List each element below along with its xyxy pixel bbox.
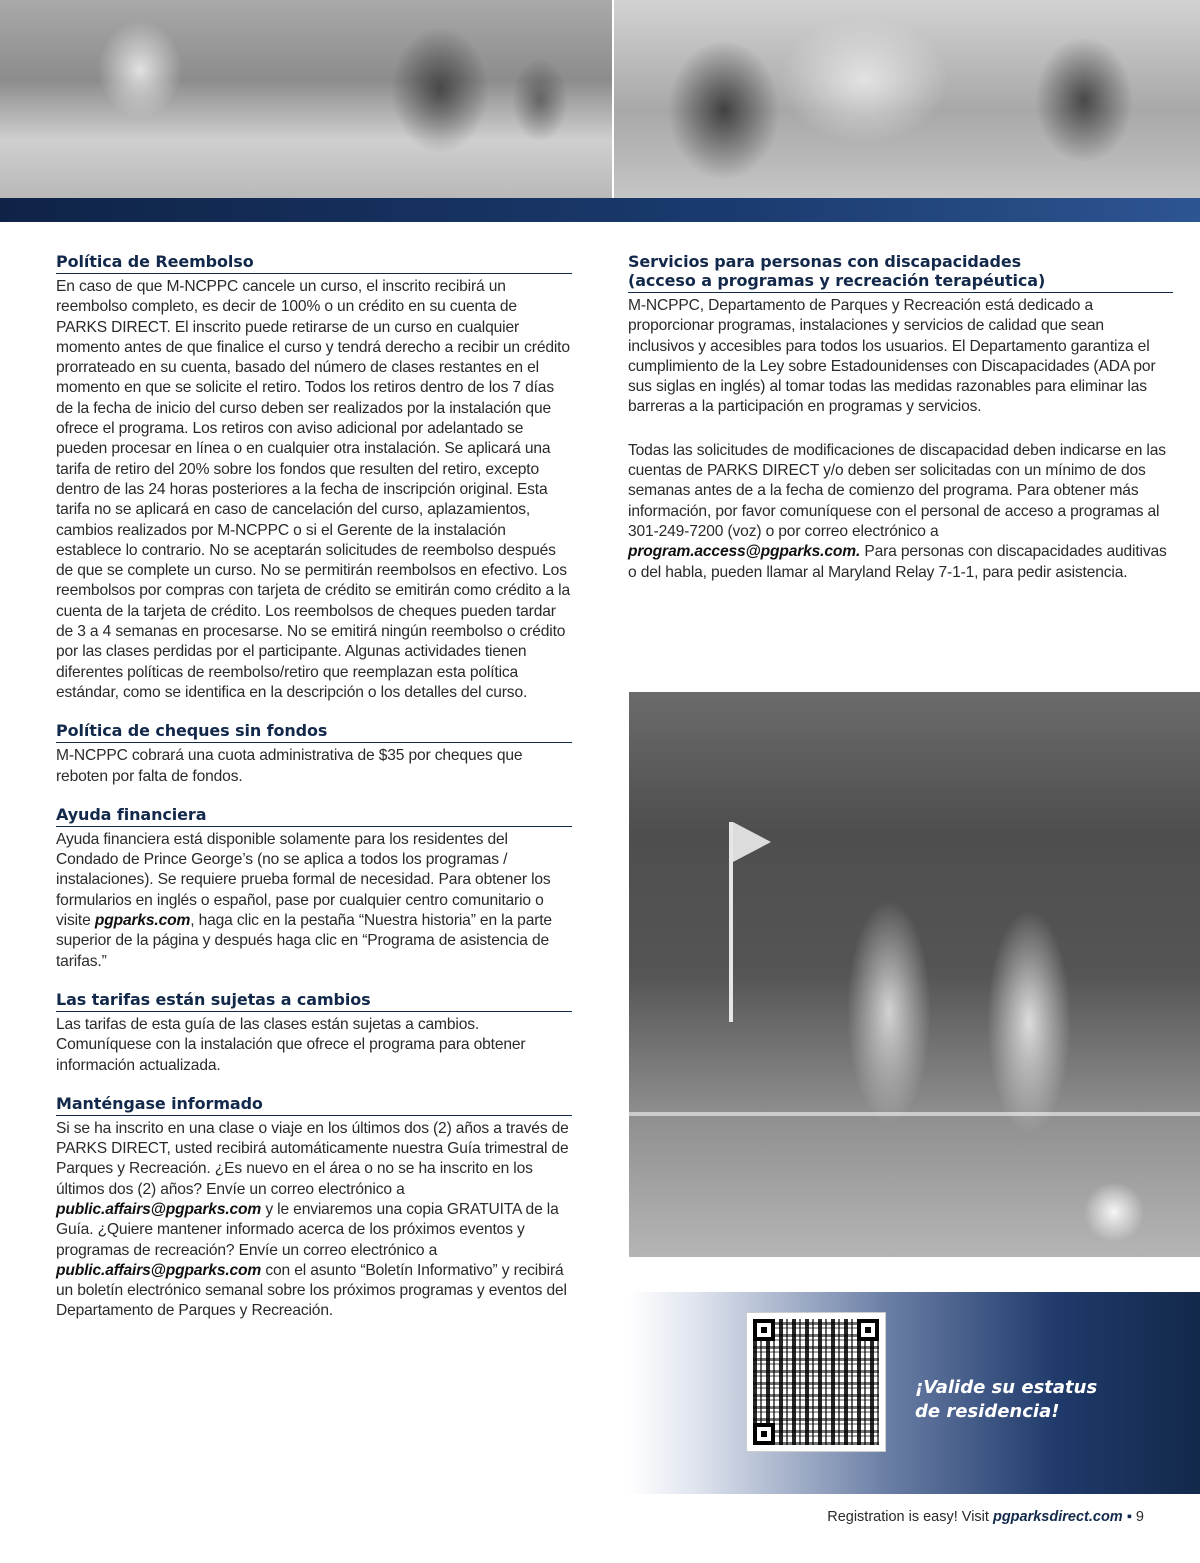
page-footer bbox=[827, 1509, 1144, 1525]
left-column bbox=[56, 252, 572, 1340]
section-title: Política de Reembolso bbox=[56, 252, 572, 274]
section-body bbox=[56, 1119, 572, 1322]
qr-code[interactable] bbox=[746, 1312, 886, 1452]
email-link[interactable]: program.access@pgparks.com. bbox=[628, 543, 861, 561]
section-body: M-NCPPC cobrará una cuota administrativa de $35 por cheques que reboten por falta de fondos. bbox=[56, 747, 523, 785]
residency-line: ¡Valide su estatus bbox=[915, 1377, 1098, 1398]
qr-finder bbox=[753, 1423, 775, 1445]
disabilities-paragraph bbox=[628, 441, 1173, 583]
field-line bbox=[629, 1112, 1200, 1116]
section-title: Política de cheques sin fondos bbox=[56, 721, 572, 743]
section-financial-aid bbox=[56, 805, 572, 972]
section-fees-change bbox=[56, 990, 572, 1076]
residency-text bbox=[915, 1376, 1115, 1424]
footer-text: Registration is easy! Visit bbox=[827, 1509, 993, 1525]
section-title: Las tarifas están sujetas a cambios bbox=[56, 990, 572, 1012]
qr-finder bbox=[753, 1319, 775, 1341]
body-text: , haga clic en la pestaña “Nuestra historia” en la parte superior de la página y después haga clic en “Programa de asistencia de tarifas.” bbox=[56, 912, 552, 970]
header-band bbox=[0, 198, 1200, 222]
pgparks-link[interactable]: pgparks.com bbox=[94, 912, 191, 930]
section-title-disabilities bbox=[628, 252, 1173, 293]
page-number: 9 bbox=[1135, 1509, 1144, 1525]
body-text: con el asunto “Boletín Informativo” y recibirá un boletín electrónico semanal sobre los próximos programas y eventos del Departamento de Parques y Recreación. bbox=[56, 1261, 567, 1320]
qr-finder bbox=[857, 1319, 879, 1341]
body-text: Todas las solicitudes de modificaciones de discapacidad deben indicarse en las cuentas de PARKS DIRECT y/o deben ser solicitadas con un mínimo de dos semanas antes de a la fecha de comienzo del programa. Para obtener más información, por favor comuníquese con el personal de acceso a programas al 301-249-7200 (voz) o por correo electrónico a bbox=[628, 441, 1166, 540]
body-text: y le enviaremos una copia GRATUITA de la Guía. ¿Quiere mantener informado acerca de los próximos eventos y programas de recreación? Envíe un correo electrónico a bbox=[56, 1200, 559, 1259]
qr-pattern bbox=[753, 1319, 879, 1445]
title-line: Servicios para personas con discapacidades bbox=[628, 252, 1022, 271]
section-body bbox=[56, 830, 572, 972]
email-link[interactable]: public.affairs@pgparks.com bbox=[56, 1261, 262, 1279]
body-text: Ayuda financiera está disponible solamente para los residentes del Condado de Prince George’s (no se aplica a todos los programas / instalaciones). Se requiere prueba formal de necesidad. Para obtener los formularios en inglés o español, pase por cualquier centro comunitario o visite bbox=[56, 830, 551, 930]
email-link[interactable]: public.affairs@pgparks.com bbox=[56, 1200, 262, 1218]
footer-separator: ▪ bbox=[1122, 1509, 1136, 1525]
right-column bbox=[628, 252, 1173, 583]
body-text: Para personas con discapacidades auditivas o del habla, pueden llamar al Maryland Relay 7-1-1, para pedir asistencia. bbox=[628, 543, 1167, 581]
footer-url-link[interactable]: pgparksdirect.com bbox=[992, 1509, 1123, 1525]
section-stay-informed bbox=[56, 1094, 572, 1322]
section-title: Manténgase informado bbox=[56, 1094, 572, 1116]
body-text: Si se ha inscrito en una clase o viaje en los últimos dos (2) años a través de PARKS DIRECT, usted recibirá automáticamente nuestra Guía trimestral de Parques y Recreación. ¿Es nuevo en el área o no se ha inscrito en los últimos dos (2) años? Envíe un correo electrónico a bbox=[56, 1119, 569, 1198]
disabilities-paragraph: M-NCPPC, Departamento de Parques y Recreación está dedicado a proporcionar programas, instalaciones y servicios de calidad que sean inclusivos y accesibles para todos los usuarios. El Departamento garantiza el cumplimiento de la Ley sobre Estadounidenses con Discapacidades (ADA por sus siglas en inglés) al tomar todas las medidas razonables para eliminar las barreras a la participación en programas y servicios. bbox=[628, 297, 1156, 416]
photo-gym-kids bbox=[0, 0, 612, 200]
section-bounced-checks bbox=[56, 721, 572, 787]
residency-line: de residencia! bbox=[915, 1401, 1060, 1422]
spacer bbox=[628, 418, 1173, 438]
section-body: Las tarifas de esta guía de las clases están sujetas a cambios. Comuníquese con la instalación que ofrece el programa para obtener información actualizada. bbox=[56, 1015, 526, 1074]
corner-flag bbox=[729, 822, 733, 1022]
section-title: Ayuda financiera bbox=[56, 805, 572, 827]
section-body: En caso de que M-NCPPC cancele un curso, el inscrito recibirá un reembolso completo, es decir de 100% o un crédito en su cuenta de PARKS DIRECT. El inscrito puede retirarse de un curso en cualquier momento antes de que finalice el curso y tendrá derecho a recibir un crédito prorrateado en su cuenta, basado del número de clases restantes en el momento en que se solicite el retiro. Todos los retiros dentro de los 7 días de la fecha de inicio del curso deben ser realizados por la instalación que ofrece el programa. Los retiros con aviso adicional por adelantado se pueden procesar en línea o en cualquier otra instalación. Se aplicará una tarifa de retiro del 20% sobre los fondos que resulten del retiro, excepto dentro de las 24 horas posteriores a la fecha de inscripción original. Esta tarifa no se aplicará en caso de cancelación del curso, aplazamientos, cambios realizados por M-NCPPC o si el Gerente de la instalación establece lo contrario. No se aceptarán solicitudes de reembolso después de que se complete un curso. No se permitirán reembolsos en efectivo. Los reembolsos por compras con tarjeta de crédito se emitirán como crédito a la cuenta de la tarjeta de crédito. Los reembolsos de cheques pueden tardar de 3 a 4 semanas en procesarse. No se emitirá ningún reembolso o crédito por las clases perdidas por el participante. Algunas actividades tienen diferentes políticas de reembolso/retiro que reemplazan esta política estándar, como se identifica en la descripción o los detalles del curso. bbox=[56, 278, 570, 701]
residency-callout bbox=[628, 1292, 1200, 1494]
section-refund-policy bbox=[56, 252, 572, 703]
photo-soccer-players bbox=[629, 692, 1200, 1257]
title-line: (acceso a programas y recreación terapéutica) bbox=[628, 271, 1046, 290]
photo-dance-class bbox=[614, 0, 1200, 200]
